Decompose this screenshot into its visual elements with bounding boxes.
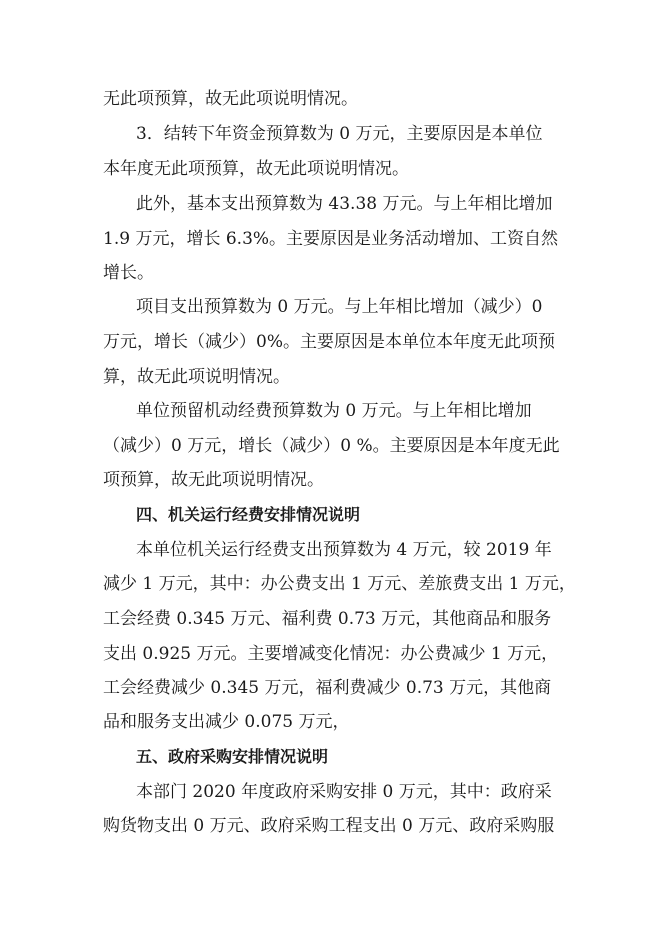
- text-line: 减少 1 万元，其中：办公费支出 1 万元、差旅费支出 1 万元，: [103, 574, 576, 594]
- section-heading: 四、机关运行经费安排情况说明: [136, 505, 361, 524]
- text-line: 工会经费减少 0.345 万元，福利费减少 0.73 万元，其他商: [103, 678, 552, 698]
- text-line: 本年度无此项预算，故无此项说明情况。: [103, 159, 409, 179]
- section-heading: 五、政府采购安排情况说明: [136, 747, 329, 766]
- text-line: 本单位机关运行经费支出预算数为 4 万元，较 2019 年: [136, 540, 552, 560]
- text-line: 支出 0.925 万元。主要增减变化情况：办公费减少 1 万元，: [103, 644, 559, 664]
- text-line: 增长。: [103, 263, 154, 283]
- text-line: 项预算，故无此项说明情况。: [103, 470, 324, 490]
- text-line: 此外，基本支出预算数为 43.38 万元。与上年相比增加: [136, 194, 553, 214]
- text-line: 工会经费 0.345 万元、福利费 0.73 万元，其他商品和服务: [103, 609, 552, 629]
- text-line: 单位预留机动经费预算数为 0 万元。与上年相比增加: [136, 401, 532, 421]
- text-line: 算，故无此项说明情况。: [103, 367, 290, 387]
- text-line: 1.9 万元，增长 6.3%。主要原因是业务活动增加、工资自然: [103, 229, 559, 249]
- text-line: 购货物支出 0 万元、政府采购工程支出 0 万元、政府采购服: [103, 816, 555, 836]
- text-line: 无此项预算，故无此项说明情况。: [103, 89, 358, 109]
- text-line: 品和服务支出减少 0.075 万元，: [103, 712, 350, 732]
- text-line: 项目支出预算数为 0 万元。与上年相比增加（减少）0: [136, 297, 543, 317]
- text-line: 万元，增长（减少）0%。主要原因是本单位本年度无此项预: [103, 332, 555, 352]
- text-line: （减少）0 万元，增长（减少）0 %。主要原因是本年度无此: [103, 436, 560, 456]
- text-line: 本部门 2020 年度政府采购安排 0 万元，其中：政府采: [136, 782, 552, 802]
- text-line: 3．结转下年资金预算数为 0 万元，主要原因是本单位: [136, 124, 543, 144]
